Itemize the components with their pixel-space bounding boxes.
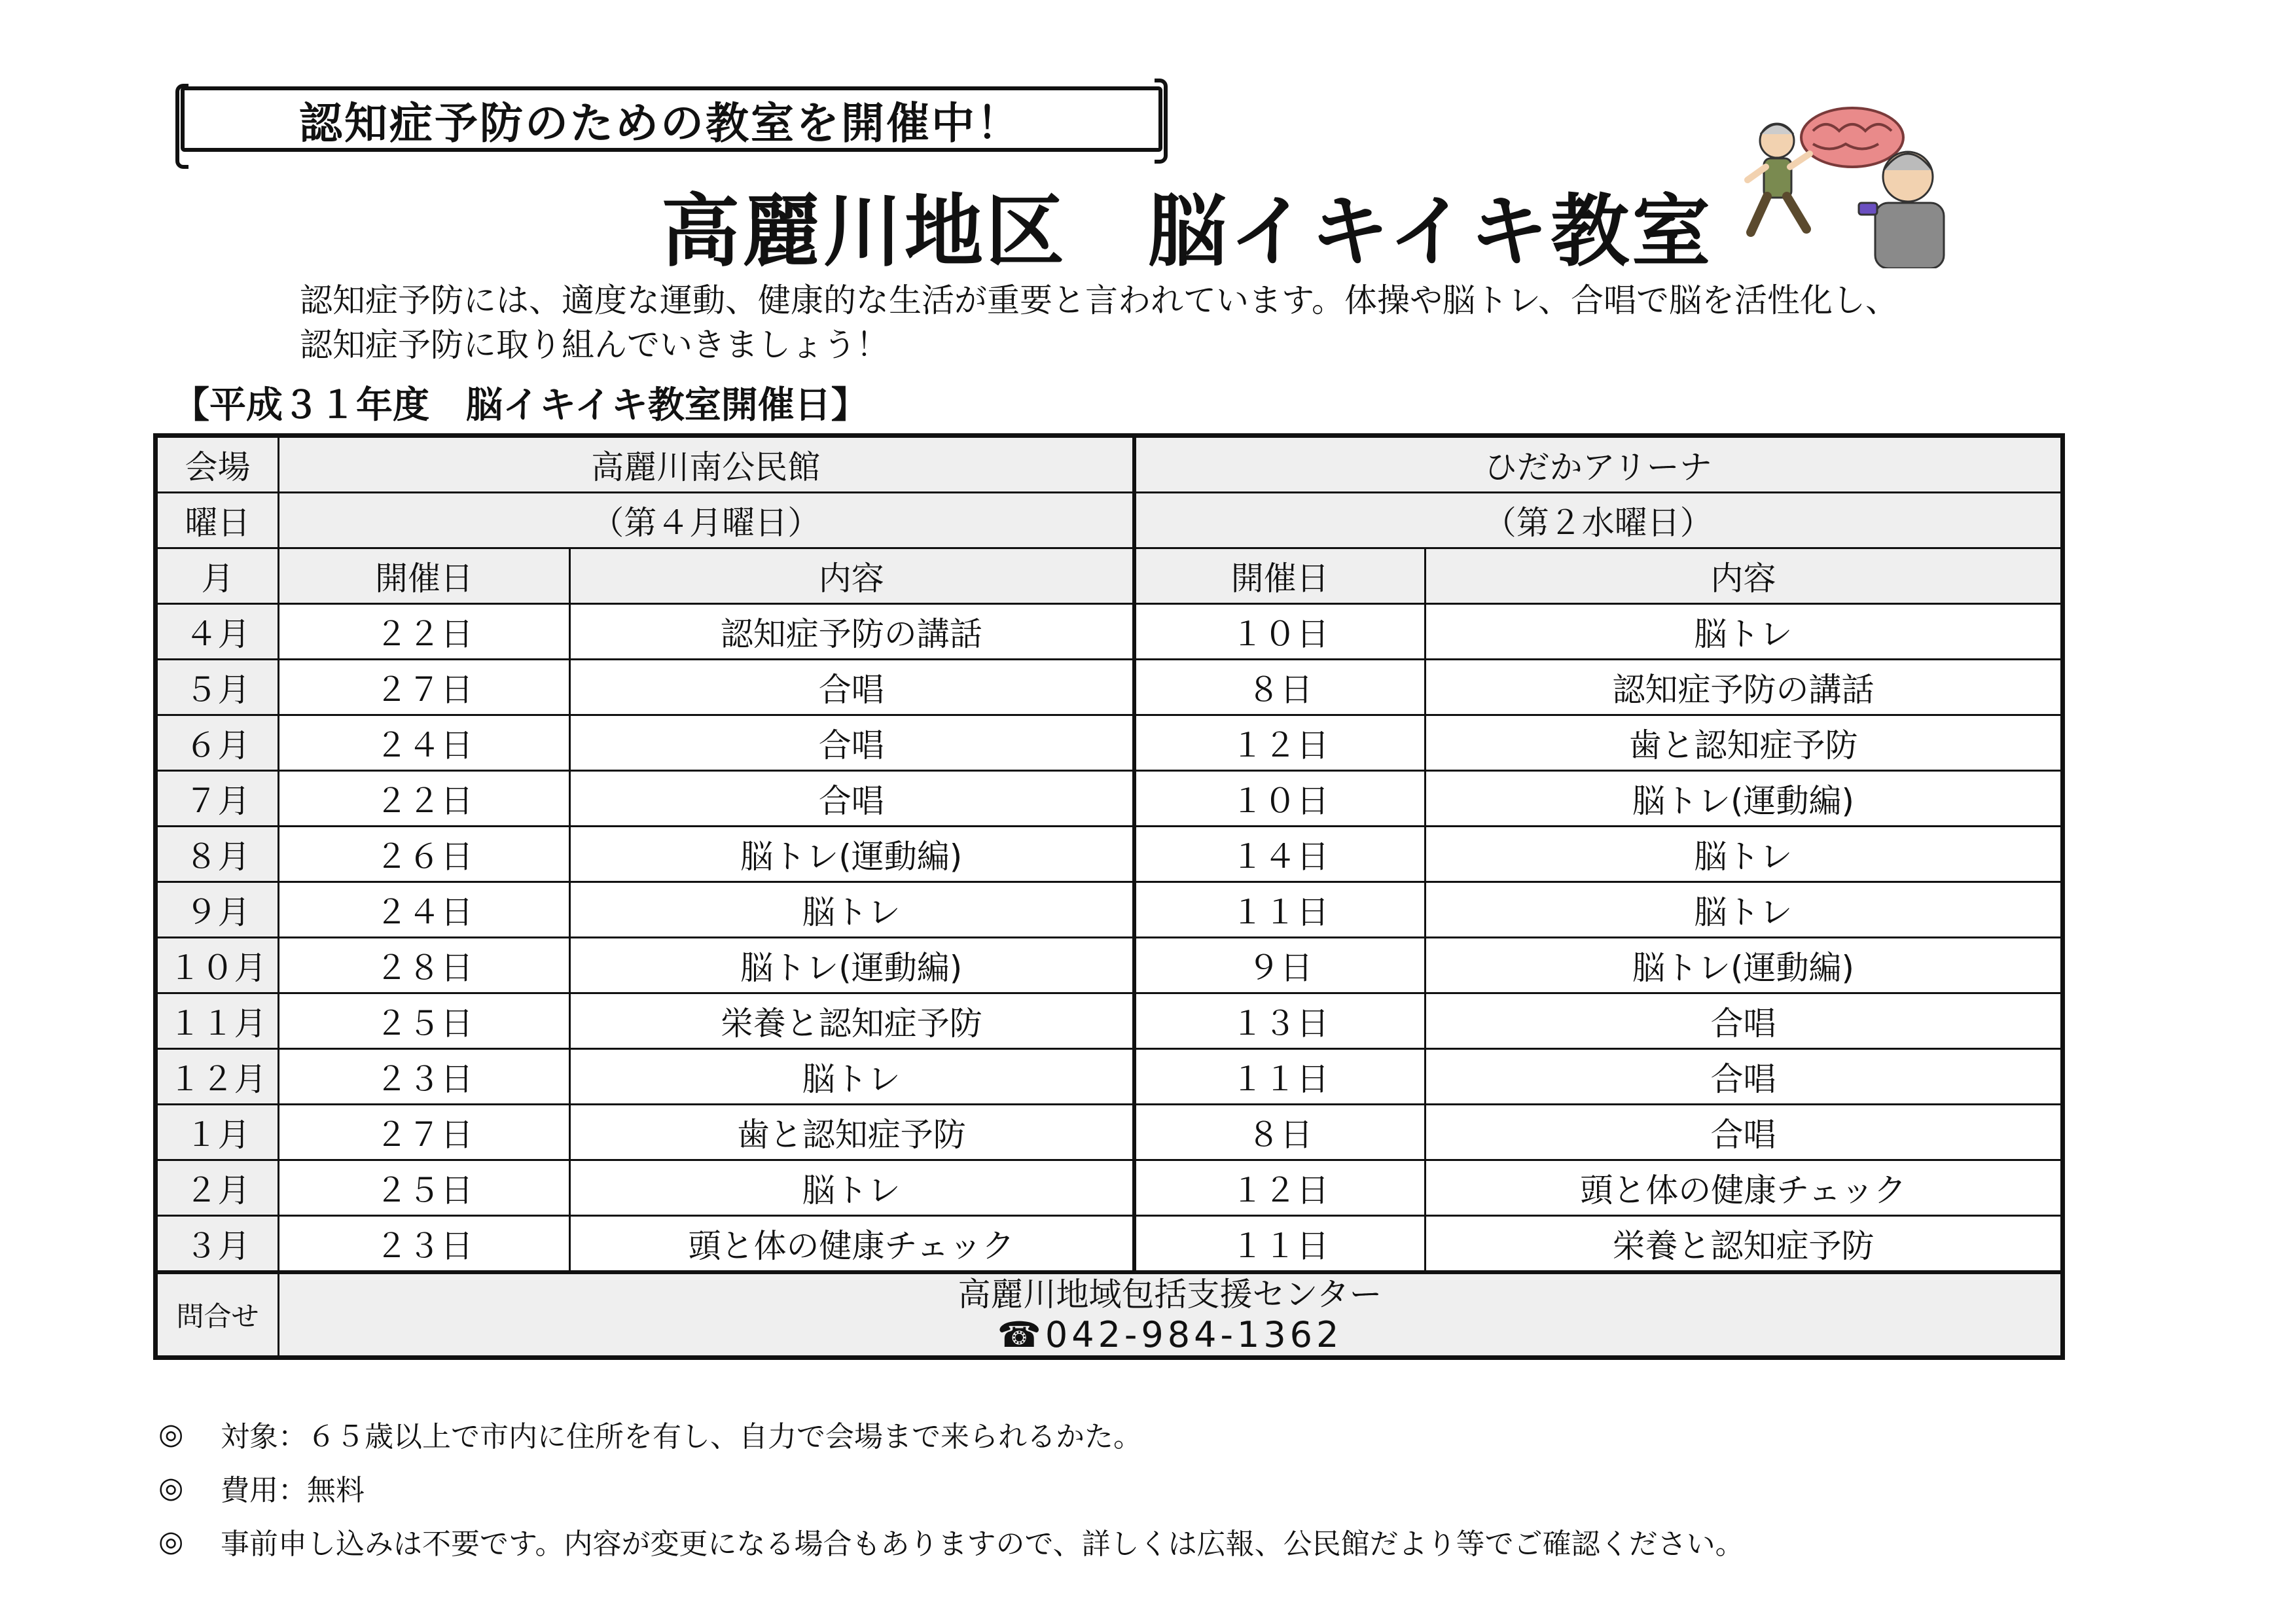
date-b-cell: ８日 — [1134, 660, 1426, 715]
contact-label: 問合せ — [156, 1272, 279, 1358]
content-b-cell: 認知症予防の講話 — [1426, 660, 2063, 715]
content-a-cell: 歯と認知症予防 — [570, 1105, 1134, 1160]
date-b-cell: １１日 — [1134, 882, 1426, 938]
date-b-cell: １０日 — [1134, 604, 1426, 660]
date-a-cell: ２３日 — [279, 1049, 570, 1105]
month-cell: ５月 — [156, 660, 279, 715]
date-b-cell: ９日 — [1134, 938, 1426, 993]
date-b-cell: １２日 — [1134, 1160, 1426, 1216]
content-a-cell: 認知症予防の講話 — [570, 604, 1134, 660]
note-fee — [158, 1461, 1744, 1514]
weekday-row — [156, 493, 2063, 548]
table-row — [156, 1216, 2063, 1273]
month-cell: ６月 — [156, 715, 279, 771]
month-cell: １月 — [156, 1105, 279, 1160]
venue-a: 高麗川南公民館 — [279, 436, 1134, 493]
intro-text — [300, 278, 2067, 367]
note-target — [158, 1407, 1744, 1461]
table-row — [156, 604, 2063, 660]
content-a-cell: 脳トレ — [570, 882, 1134, 938]
content-b-cell: 合唱 — [1426, 1049, 2063, 1105]
content-b-cell: 脳トレ — [1426, 827, 2063, 882]
content-header-a: 内容 — [570, 548, 1134, 604]
weekday-label: 曜日 — [156, 493, 279, 548]
date-a-cell: ２２日 — [279, 771, 570, 827]
notes — [158, 1407, 1744, 1568]
date-b-cell: １１日 — [1134, 1049, 1426, 1105]
content-b-cell: 脳トレ — [1426, 882, 2063, 938]
date-b-cell: １３日 — [1134, 993, 1426, 1049]
brain-exercise-illustration — [1741, 105, 1957, 268]
date-b-cell: １２日 — [1134, 715, 1426, 771]
month-cell: ７月 — [156, 771, 279, 827]
date-a-cell: ２４日 — [279, 715, 570, 771]
page-title: 高麗川地区 脳イキイキ教室 — [661, 187, 1713, 277]
date-b-cell: ８日 — [1134, 1105, 1426, 1160]
content-b-cell: 歯と認知症予防 — [1426, 715, 2063, 771]
intro-line-1: 認知症予防には、適度な運動、健康的な生活が重要と言われています。体操や脳トレ、合唱で脳を活性化し、 — [300, 281, 1898, 319]
content-a-cell: 脳トレ(運動編) — [570, 938, 1134, 993]
table-row — [156, 1160, 2063, 1216]
content-a-cell: 合唱 — [570, 715, 1134, 771]
content-b-cell: 合唱 — [1426, 1105, 2063, 1160]
schedule-table — [153, 433, 2065, 1360]
month-header: 月 — [156, 548, 279, 604]
venue-row — [156, 436, 2063, 493]
month-cell: １１月 — [156, 993, 279, 1049]
contact-name: 高麗川地域包括支援センター — [958, 1275, 1382, 1313]
date-header-b: 開催日 — [1134, 548, 1426, 604]
content-b-cell: 頭と体の健康チェック — [1426, 1160, 2063, 1216]
banner — [181, 86, 1162, 152]
table-row — [156, 1105, 2063, 1160]
note-registration — [158, 1514, 1744, 1568]
content-a-cell: 合唱 — [570, 771, 1134, 827]
content-b-cell: 脳トレ(運動編) — [1426, 771, 2063, 827]
intro-line-2: 認知症予防に取り組んでいきましょう！ — [300, 326, 889, 364]
date-b-cell: １４日 — [1134, 827, 1426, 882]
month-cell: ８月 — [156, 827, 279, 882]
table-row — [156, 938, 2063, 993]
content-a-cell: 頭と体の健康チェック — [570, 1216, 1134, 1273]
banner-text: 認知症予防のための教室を開催中！ — [299, 98, 1022, 149]
table-row — [156, 715, 2063, 771]
content-a-cell: 栄養と認知症予防 — [570, 993, 1134, 1049]
venue-label: 会場 — [156, 436, 279, 493]
date-b-cell: １１日 — [1134, 1216, 1426, 1273]
content-a-cell: 脳トレ — [570, 1049, 1134, 1105]
date-a-cell: ２６日 — [279, 827, 570, 882]
note-bullet-icon: ◎ — [158, 1524, 184, 1558]
date-a-cell: ２３日 — [279, 1216, 570, 1273]
table-row — [156, 771, 2063, 827]
section-title: 【平成３１年度 脳イキイキ教室開催日】 — [173, 384, 868, 427]
note-text: 対象：６５歳以上で市内に住所を有し、自力で会場まで来られるかた。 — [221, 1420, 1142, 1454]
table-row — [156, 993, 2063, 1049]
content-b-cell: 合唱 — [1426, 993, 2063, 1049]
month-cell: ３月 — [156, 1216, 279, 1273]
contact-row — [156, 1272, 2063, 1358]
month-cell: １２月 — [156, 1049, 279, 1105]
weekday-b: （第２水曜日） — [1134, 493, 2063, 548]
table-row — [156, 827, 2063, 882]
date-b-cell: １０日 — [1134, 771, 1426, 827]
column-header-row — [156, 548, 2063, 604]
note-bullet-icon: ◎ — [158, 1471, 184, 1505]
content-b-cell: 脳トレ — [1426, 604, 2063, 660]
venue-b: ひだかアリーナ — [1134, 436, 2063, 493]
table-row — [156, 882, 2063, 938]
contact-cell — [279, 1272, 2063, 1358]
month-cell: ４月 — [156, 604, 279, 660]
content-a-cell: 脳トレ — [570, 1160, 1134, 1216]
table-row — [156, 1049, 2063, 1105]
content-b-cell: 栄養と認知症予防 — [1426, 1216, 2063, 1273]
date-a-cell: ２２日 — [279, 604, 570, 660]
month-cell: １０月 — [156, 938, 279, 993]
note-text: 費用：無料 — [221, 1474, 365, 1507]
date-a-cell: ２８日 — [279, 938, 570, 993]
content-b-cell: 脳トレ(運動編) — [1426, 938, 2063, 993]
date-a-cell: ２５日 — [279, 993, 570, 1049]
date-a-cell: ２５日 — [279, 1160, 570, 1216]
content-a-cell: 脳トレ(運動編) — [570, 827, 1134, 882]
date-a-cell: ２７日 — [279, 660, 570, 715]
table-row — [156, 660, 2063, 715]
note-bullet-icon: ◎ — [158, 1417, 184, 1451]
month-cell: ９月 — [156, 882, 279, 938]
contact-phone: ☎042-984-1362 — [997, 1314, 1343, 1355]
month-cell: ２月 — [156, 1160, 279, 1216]
note-text: 事前申し込みは不要です。内容が変更になる場合もありますので、詳しくは広報、公民館だより等でご確認ください。 — [221, 1527, 1744, 1561]
content-header-b: 内容 — [1426, 548, 2063, 604]
date-a-cell: ２４日 — [279, 882, 570, 938]
weekday-a: （第４月曜日） — [279, 493, 1134, 548]
date-header-a: 開催日 — [279, 548, 570, 604]
date-a-cell: ２７日 — [279, 1105, 570, 1160]
content-a-cell: 合唱 — [570, 660, 1134, 715]
